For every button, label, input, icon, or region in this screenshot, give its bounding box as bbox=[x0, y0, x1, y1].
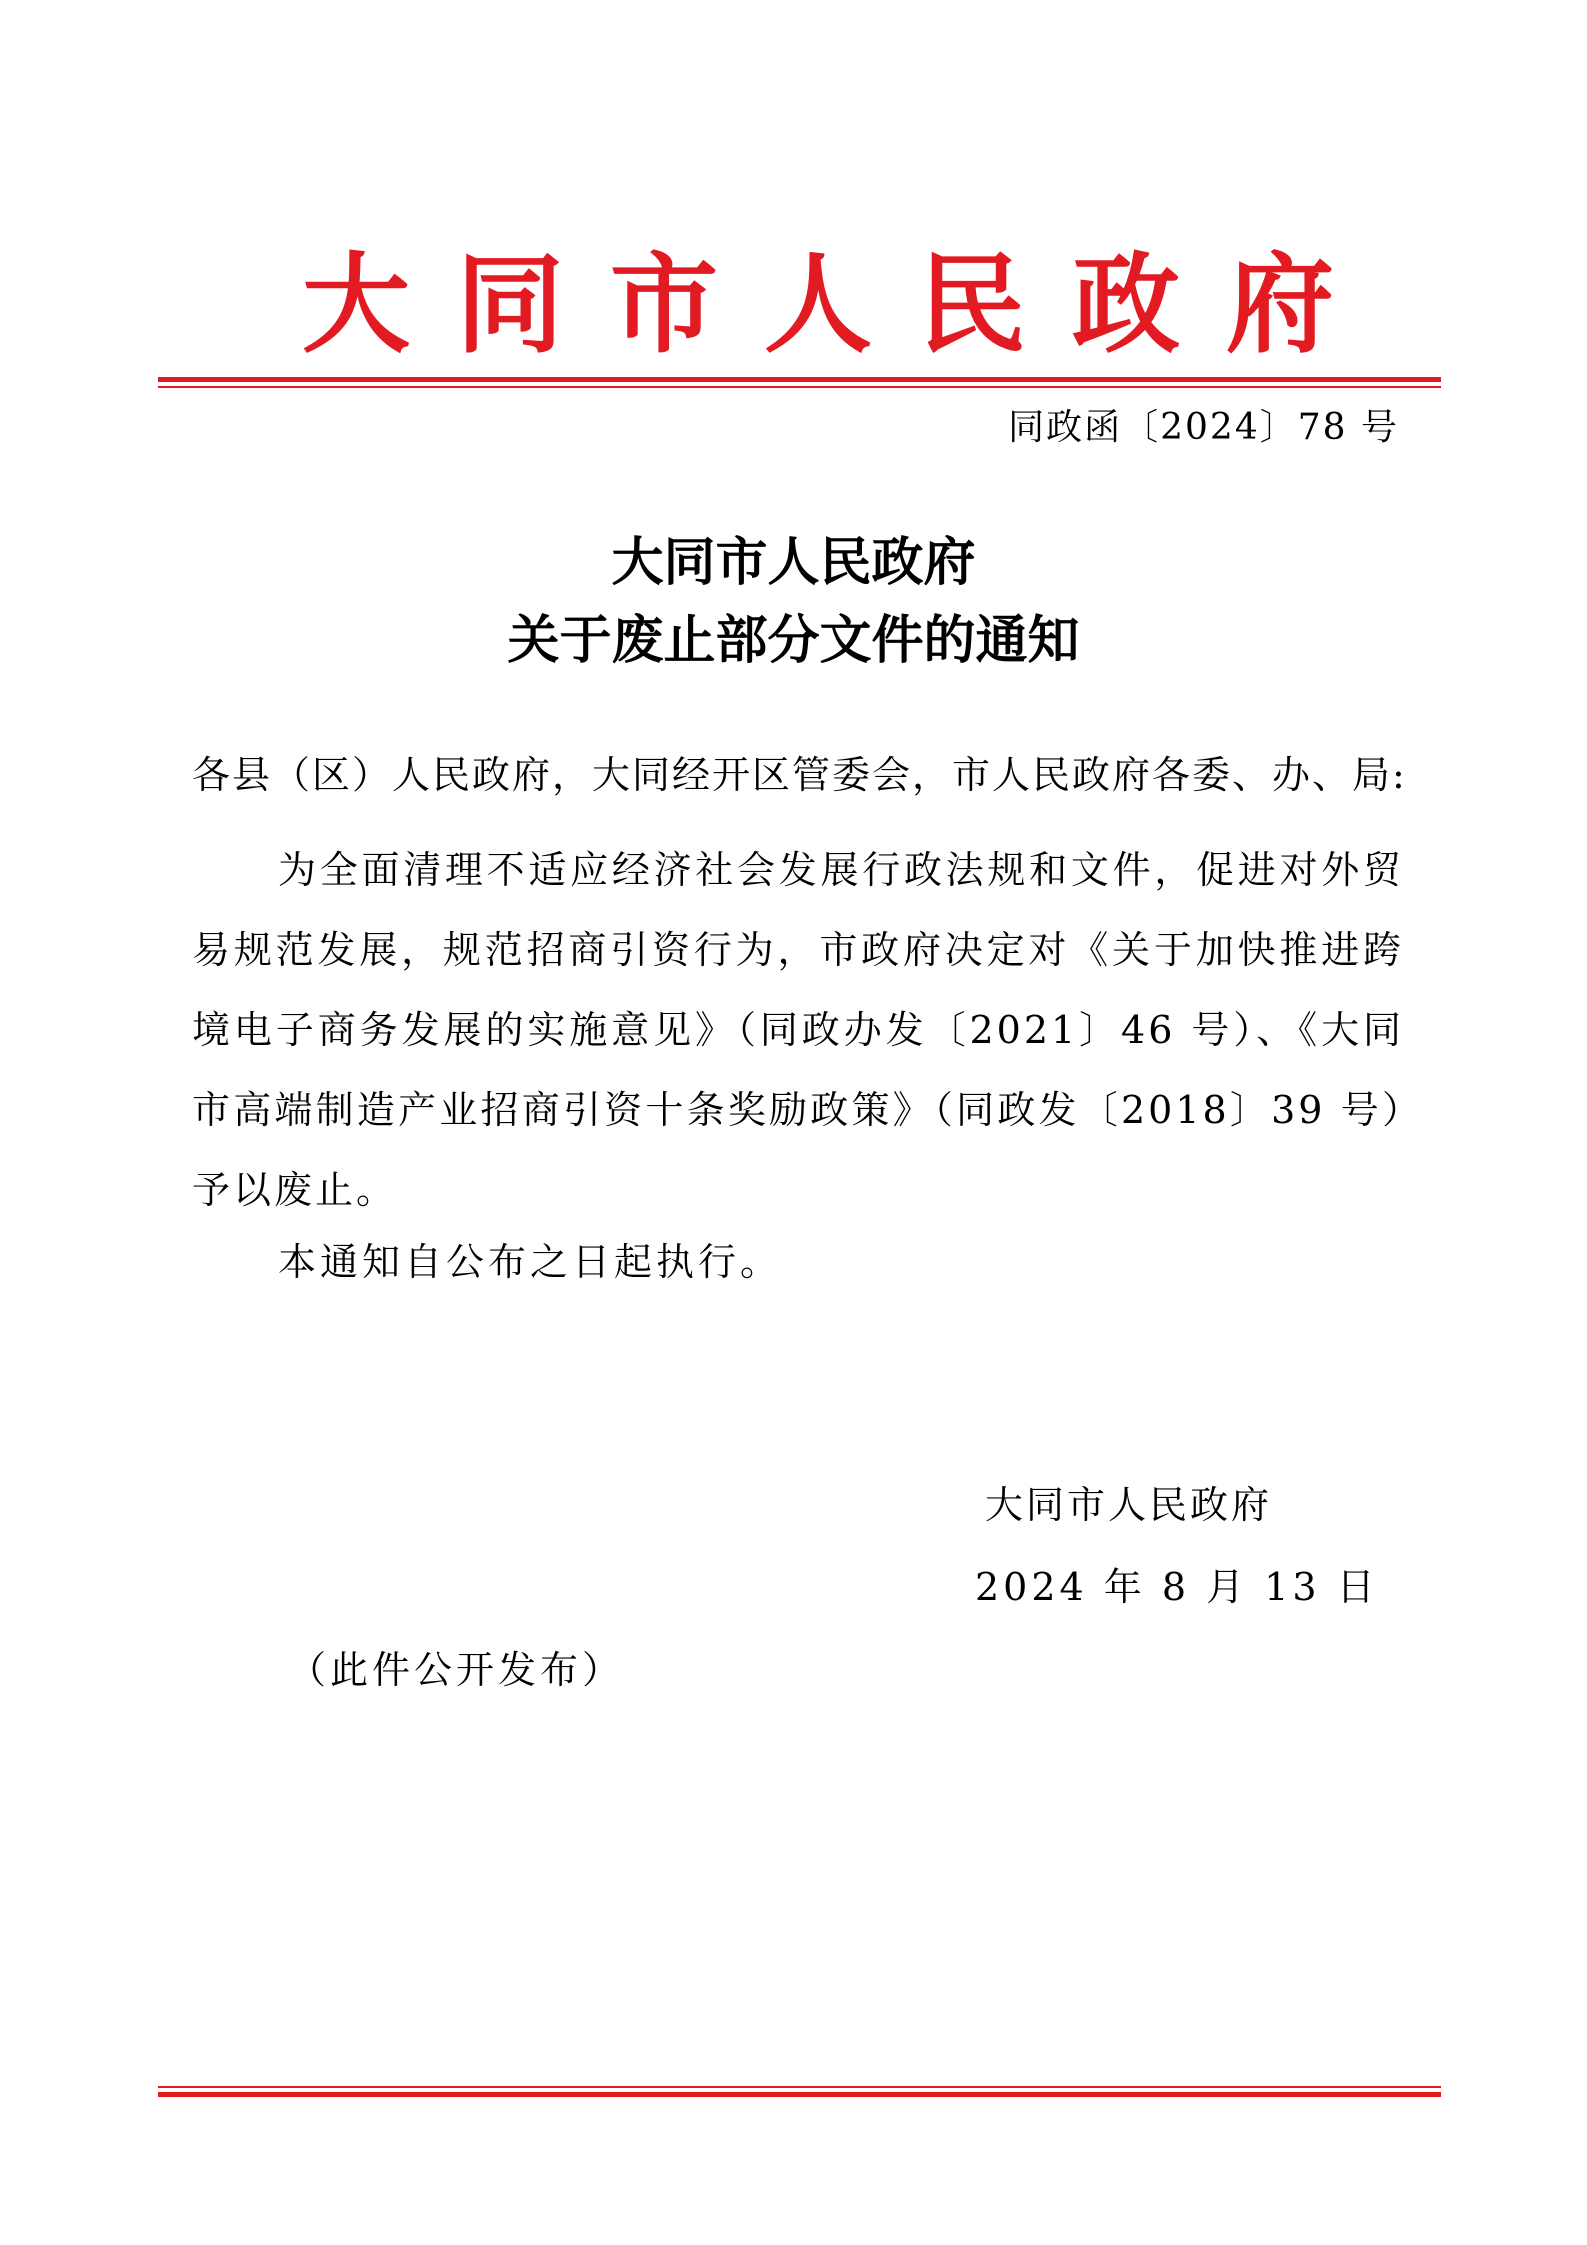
body-paragraph: 为全面清理不适应经济社会发展行政法规和文件，促进对外贸易规范发展，规范招商引资行为，市政府决定对《关于加快推进跨境电子商务发展的实施意见》（同政办发〔2021〕46 号）、《大同市高端制造产业招商引资十条奖励政策》（同政发〔2018〕39 号）予以废止。 bbox=[192, 848, 1404, 1212]
notice-title-line2: 关于废止部分文件的通知 bbox=[507, 611, 1080, 671]
masthead-title: 大同市人民政府 bbox=[301, 242, 1380, 368]
document-number: 同政函〔2024〕78 号 bbox=[1008, 407, 1399, 448]
publication-note: （此件公开发布） bbox=[288, 1648, 625, 1692]
signature-date: 2024 年 8 月 13 日 bbox=[975, 1565, 1379, 1609]
footer-rule-thin bbox=[158, 2086, 1441, 2088]
notice-title-line1: 大同市人民政府 bbox=[611, 533, 976, 593]
masthead-rule-thick bbox=[158, 377, 1441, 382]
salutation: 各县（区）人民政府，大同经开区管委会，市人民政府各委、办、局: bbox=[192, 753, 1407, 797]
masthead-rule-thin bbox=[158, 386, 1441, 388]
footer-rule-thick bbox=[158, 2092, 1441, 2097]
signature-organization: 大同市人民政府 bbox=[985, 1483, 1273, 1527]
body-paragraph-execution: 本通知自公布之日起执行。 bbox=[278, 1240, 783, 1284]
